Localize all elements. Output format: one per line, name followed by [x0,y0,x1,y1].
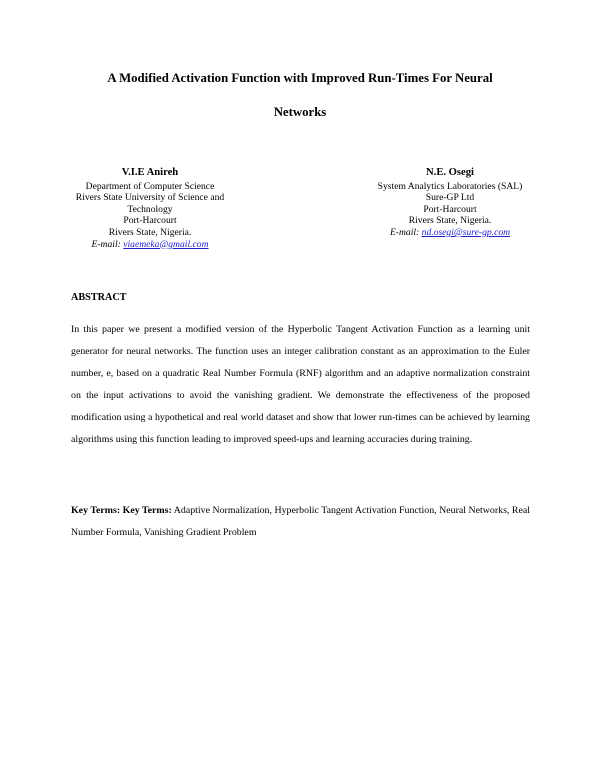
author-affiliation-line: Technology [127,203,173,215]
author-name: V.I.E Anireh [121,167,179,178]
author-block-2 [335,167,565,239]
email-label: E-mail: [91,238,121,250]
author-affiliation-line: Rivers State, Nigeria. [408,215,492,227]
author-block-1 [35,167,265,250]
author-affiliation-line: Port-Harcourt [423,203,477,215]
author-affiliation-line: Department of Computer Science [85,180,215,192]
abstract-heading: ABSTRACT [71,292,127,303]
title-line-1: A Modified Activation Function with Improved Run-Times For Neural [107,71,493,85]
author-affiliation-line: Port-Harcourt [123,215,177,227]
author-affiliation-line: Sure-GP Ltd [425,192,475,204]
author-affiliation-line: Rivers State, Nigeria. [108,226,192,238]
author-email-link[interactable]: nd.osegi@sure-gp.com [421,226,511,238]
author-affiliation-line: System Analytics Laboratories (SAL) [377,180,523,192]
abstract-text: In this paper we present a modified version of the Hyperbolic Tangent Activation Function as a learning unit generator for neural networks. The function uses an integer calibration constant as an approximation to the Euler number, e, based on a quadratic Real Number Formula (RNF) algorithm and an adaptive normalization constraint on the input activations to avoid the vanishing gradient. We demonstrate the effectiveness of the proposed modification using a hypothetical and real world dataset and show that lower run-times can be achieved by learning algorithms using this function leading to improved speed-ups and learning accuracies during training. [71,324,530,445]
author-name: N.E. Osegi [426,167,474,178]
key-terms [71,500,530,544]
key-terms-text: Adaptive Normalization, Hyperbolic Tangent Activation Function, Neural Networks, Real Number Formula, Vanishing Gradient Problem [71,505,530,538]
email-label: E-mail: [389,226,420,238]
author-email-row [335,227,565,239]
author-email-row [35,239,265,251]
key-terms-label: Key Terms: Key Terms: [71,505,172,516]
author-email-link[interactable]: viaemeka@gmail.com [123,238,209,250]
author-affiliation-line: Rivers State University of Science and [75,192,225,204]
title-line-2: Networks [273,105,327,119]
paper-title [40,70,560,120]
